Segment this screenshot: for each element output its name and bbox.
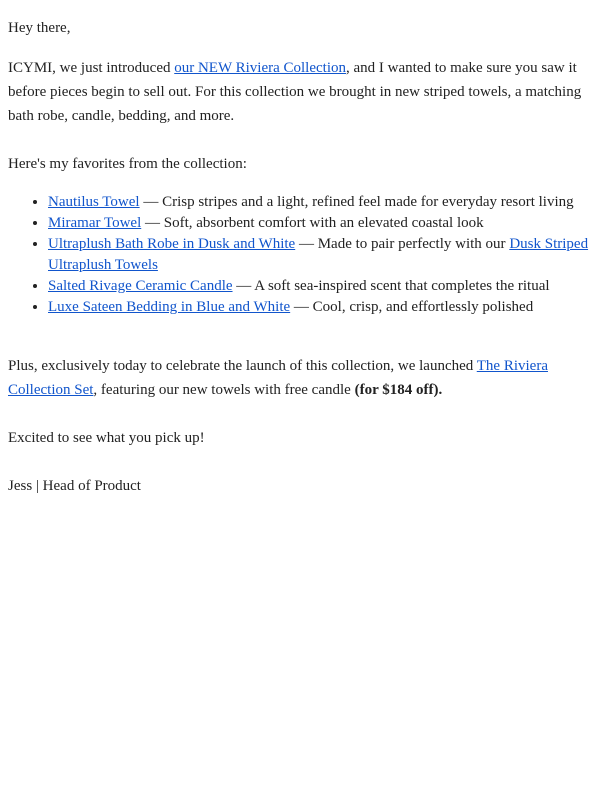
- discount-text: (for $184 off).: [354, 382, 443, 398]
- product-link-miramar-towel[interactable]: Miramar Towel: [48, 215, 142, 231]
- closing-line: Excited to see what you pick up!: [8, 430, 205, 446]
- intro-text-start: ICYMI, we just introduced: [8, 60, 175, 76]
- product-description: — Soft, absorbent comfort with an elevated coastal look: [141, 215, 484, 231]
- signature: Jess | Head of Product: [8, 478, 141, 494]
- promo-paragraph: [8, 354, 592, 402]
- riviera-collection-link[interactable]: our NEW Riviera Collection: [174, 60, 347, 76]
- intro-paragraph: [8, 56, 592, 128]
- list-item: [48, 297, 592, 318]
- product-description: — Cool, crisp, and effortlessly polished: [290, 299, 534, 315]
- product-link-ceramic-candle[interactable]: Salted Rivage Ceramic Candle: [48, 278, 233, 294]
- riviera-collection-set-link[interactable]: The Riviera Collection Set: [8, 358, 548, 398]
- intro-text-end: , and I wanted to make sure you saw it before pieces begin to sell out. For this collection we brought in new striped towels, a matching bath robe, candle, bedding, and more.: [8, 60, 582, 124]
- promo-text-middle: , featuring our new towels with free candle: [93, 382, 355, 398]
- promo-text-start: Plus, exclusively today to celebrate the launch of this collection, we launched: [8, 358, 477, 374]
- product-description: — Made to pair perfectly with our: [295, 236, 510, 252]
- product-link-sateen-bedding[interactable]: Luxe Sateen Bedding in Blue and White: [48, 299, 291, 315]
- product-description: — A soft sea-inspired scent that completes the ritual: [232, 278, 550, 294]
- list-item: [48, 234, 592, 276]
- list-item: [48, 276, 592, 297]
- product-link-dusk-striped-towels[interactable]: Dusk Striped Ultraplush Towels: [48, 236, 589, 273]
- product-description: — Crisp stripes and a light, refined feel made for everyday resort living: [139, 194, 574, 210]
- product-link-bath-robe[interactable]: Ultraplush Bath Robe in Dusk and White: [48, 236, 296, 252]
- favorites-lead: Here's my favorites from the collection:: [8, 156, 247, 172]
- product-link-nautilus-towel[interactable]: Nautilus Towel: [48, 194, 140, 210]
- greeting: Hey there,: [8, 20, 71, 36]
- favorites-list: [8, 192, 592, 318]
- list-item: [48, 213, 592, 234]
- list-item: [48, 192, 592, 213]
